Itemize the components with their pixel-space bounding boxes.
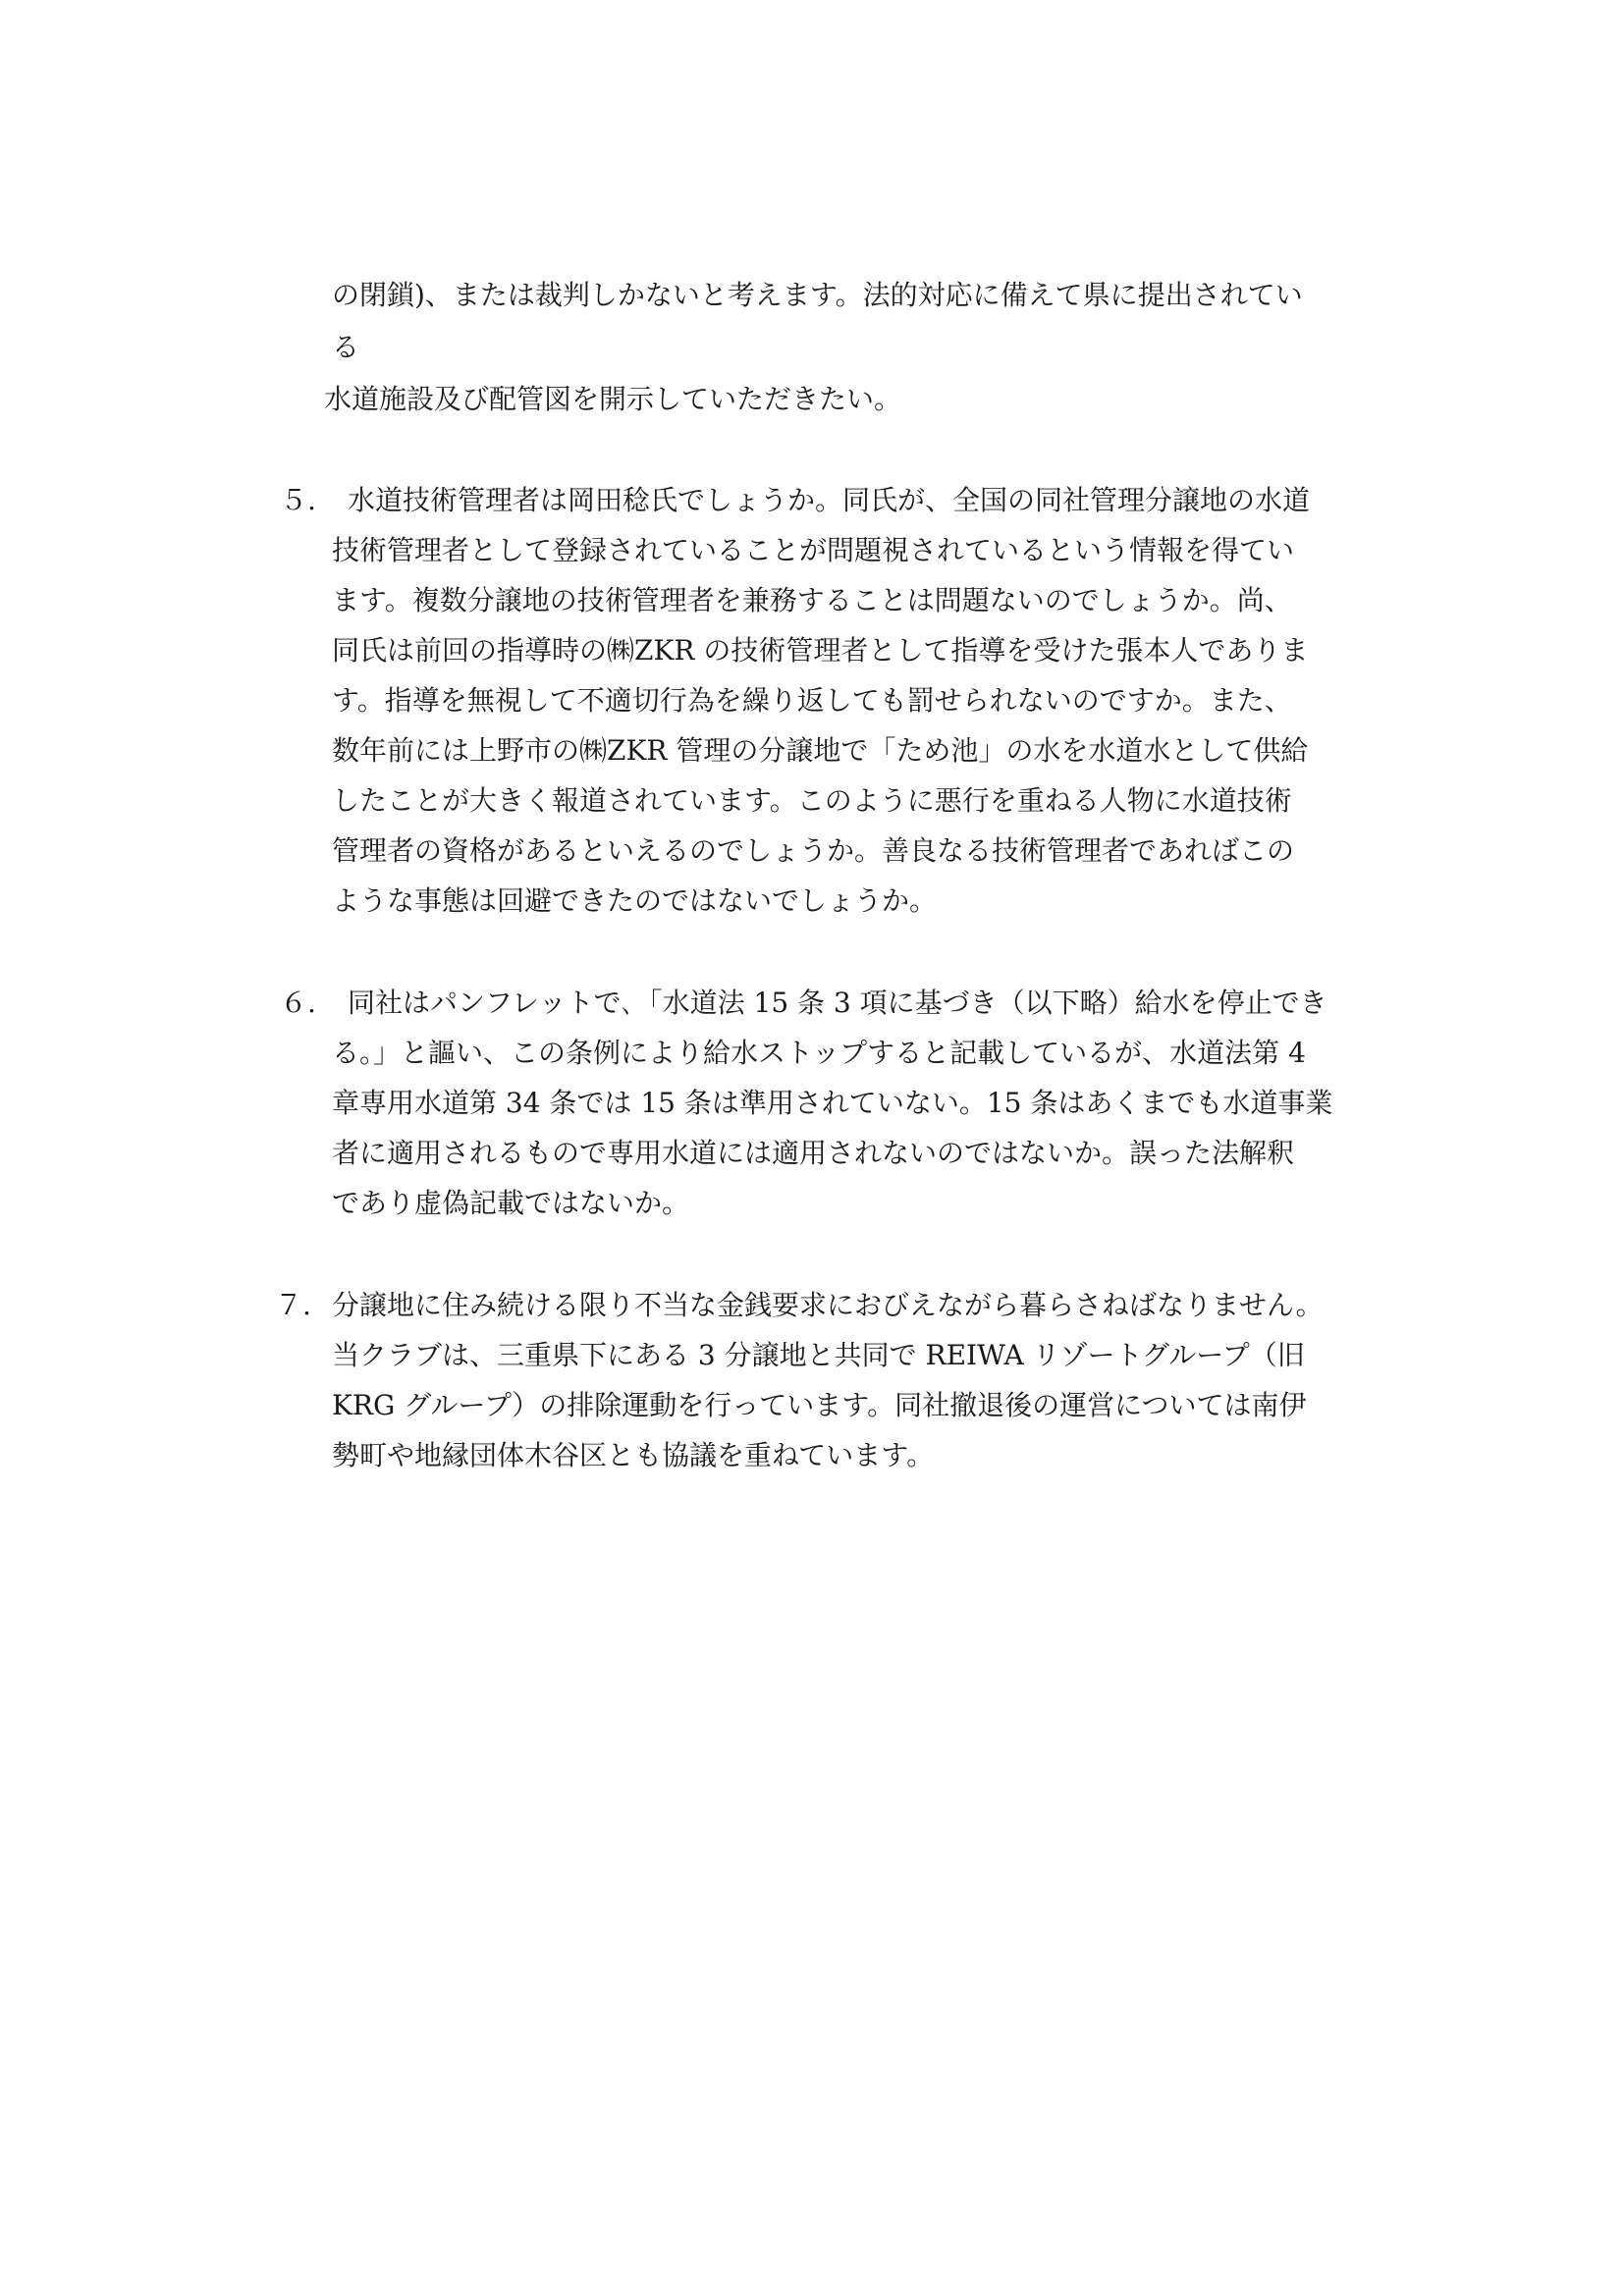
item-line: 管理者の資格があるといえるのでしょうか。善良なる技術管理者であればこの [332,834,1295,867]
item-line: 水道技術管理者は岡田稔氏でしょうか。同氏が、全国の同社管理分譲地の水道 [348,484,1311,516]
item-line: 勢町や地縁団体木谷区とも協議を重ねています。 [332,1439,935,1471]
item-line: 分譲地に住み続ける限り不当な金銭要求におびえながら暮らさねばなりません。 [332,1289,1324,1321]
item-number: ７. [275,1289,311,1321]
paragraph-line: 水道施設及び配管図を開示していただきたい。 [324,383,902,415]
item-number: ６. [280,987,316,1019]
item-line: 技術管理者として登録されていることが問題視されているという情報を得てい [332,534,1295,566]
item-number: ５. [280,484,316,516]
paragraph-line: る [332,331,360,363]
item-line: す。指導を無視して不適切行為を繰り返しても罰せられないのですか。また、 [332,684,1292,717]
paragraph-line: の閉鎖)、または裁判しかないと考えます。法的対応に備えて県に提出されてい [332,279,1303,311]
item-line: したことが大きく報道されています。このように悪行を重ねる人物に水道技術 [332,784,1292,817]
item-line: KRG グループ）の排除運動を行っています。同社撤退後の運営については南伊 [332,1389,1307,1421]
item-line: ます。複数分譲地の技術管理者を兼務することは問題ないのでしょうか。尚、 [332,584,1292,616]
item-line: 者に適用されるもので専用水道には適用されないのではないか。誤った法解釈 [332,1137,1295,1169]
item-line: 章専用水道第 34 条では 15 条は準用されていない。15 条はあくまでも水道事業 [332,1087,1333,1119]
item-line: ような事態は回避できたのではないでしょうか。 [332,884,938,917]
item-line: であり虚偽記載ではないか。 [332,1187,690,1219]
item-line: 同氏は前回の指導時の㈱ZKR の技術管理者として指導を受けた張本人でありま [332,634,1309,667]
item-line: 当クラブは、三重県下にある 3 分譲地と共同で REIWA リゾートグループ（旧 [332,1339,1305,1371]
item-line: る。」と謳い、この条例により給水ストップすると記載しているが、水道法第 4 [332,1037,1306,1069]
item-line: 数年前には上野市の㈱ZKR 管理の分譲地で「ため池」の水を水道水として供給 [332,734,1309,767]
item-line: 同社はパンフレットで､「水道法 15 条 3 項に基づき（以下略）給水を停止でき [348,987,1327,1019]
